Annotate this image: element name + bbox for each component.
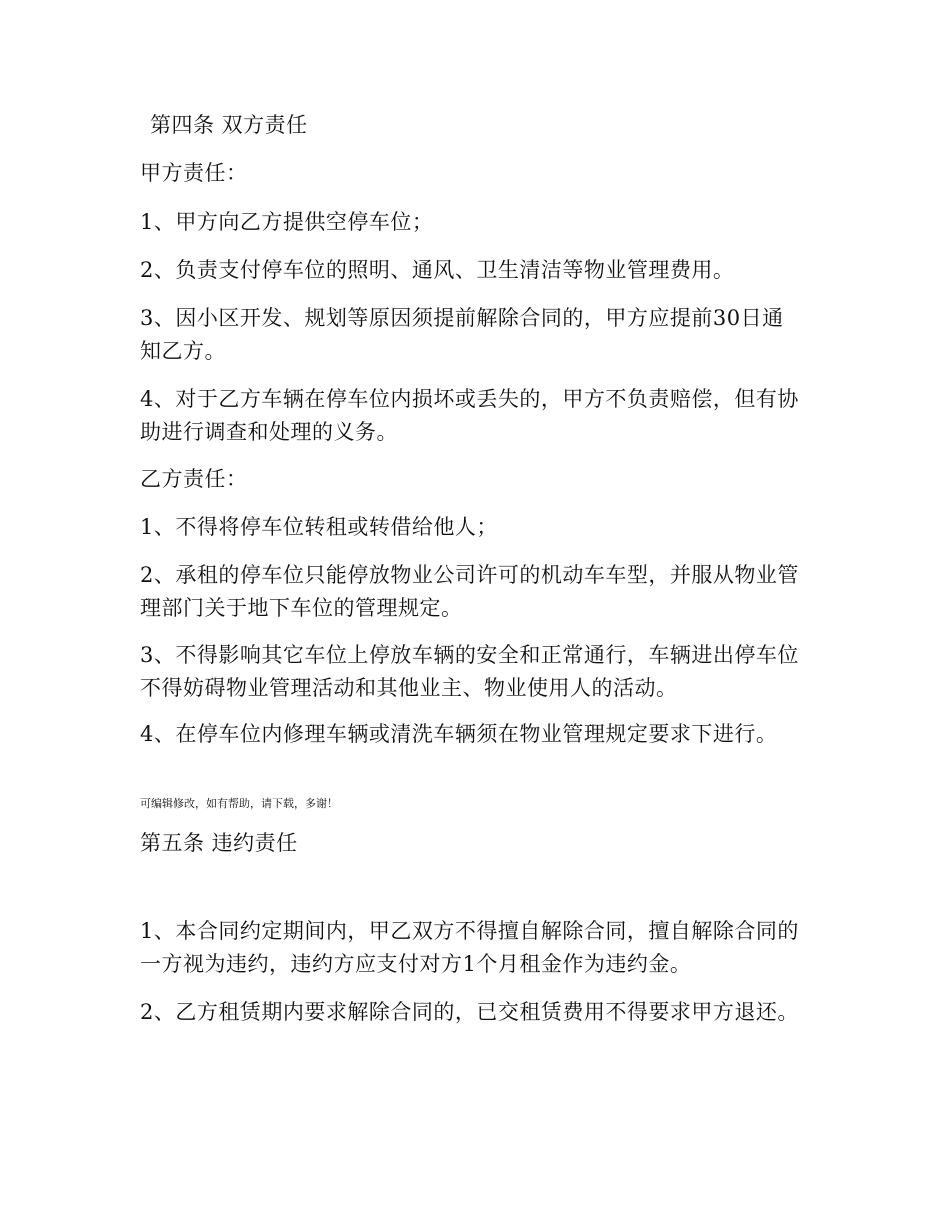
article-5-heading: 第五条 违约责任 <box>140 831 298 855</box>
party-a-item-2: 2、负责支付停车位的照明、通风、卫生清洁等物业管理费用。 <box>140 258 735 282</box>
article-5-item-1: 1、本合同约定期间内，甲乙双方不得擅自解除合同，擅自解除合同的一方视为违约，违约方应支付对方1个月租金作为违约金。 <box>140 919 799 976</box>
party-a-item-4: 4、对于乙方车辆在停车位内损坏或丢失的，甲方不负责赔偿，但有协助进行调查和处理的义务。 <box>140 387 799 444</box>
article-5-item-2: 2、乙方租赁期内要求解除合同的，已交租赁费用不得要求甲方退还。 <box>140 1000 799 1024</box>
party-a-item-1: 1、甲方向乙方提供空停车位； <box>140 210 434 234</box>
party-a-item-3: 3、因小区开发、规划等原因须提前解除合同的，甲方应提前30日通知乙方。 <box>140 306 784 363</box>
article-4-heading: 第四条 双方责任 <box>150 113 308 137</box>
download-note: 可编辑修改，如有帮助，请下载，多谢！ <box>140 797 338 810</box>
party-b-item-2: 2、承租的停车位只能停放物业公司许可的机动车车型，并服从物业管理部门关于地下车位的管理规定。 <box>140 563 799 620</box>
party-a-title: 甲方责任： <box>140 161 248 185</box>
party-b-item-4: 4、在停车位内修理车辆或清洗车辆须在物业管理规定要求下进行。 <box>140 722 778 746</box>
party-b-item-3: 3、不得影响其它车位上停放车辆的安全和正常通行，车辆进出停车位不得妨碍物业管理活动和其他业主、物业使用人的活动。 <box>140 643 799 700</box>
party-b-item-1: 1、不得将停车位转租或转借给他人； <box>140 515 498 539</box>
party-b-title: 乙方责任： <box>140 467 248 491</box>
